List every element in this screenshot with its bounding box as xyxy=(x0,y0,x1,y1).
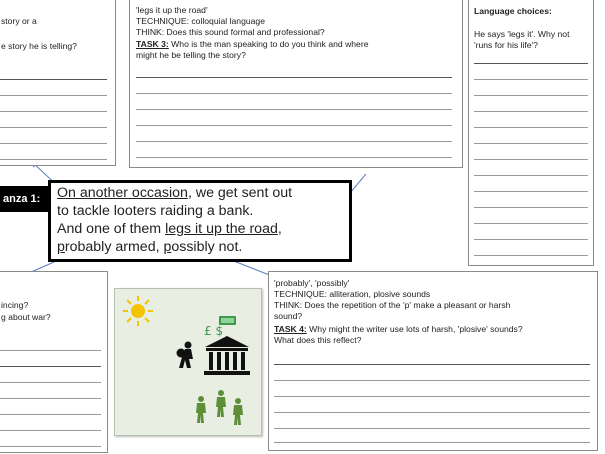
poem-line-3-start: And one of them xyxy=(57,221,166,237)
language-choices-box xyxy=(468,0,594,266)
answer-line[interactable] xyxy=(474,255,588,256)
answer-line[interactable] xyxy=(474,63,588,64)
answer-line[interactable] xyxy=(474,111,588,112)
answer-line[interactable] xyxy=(274,442,590,443)
answer-line[interactable] xyxy=(474,239,588,240)
bottom-left-text-1: incing? xyxy=(1,300,29,310)
answer-line[interactable] xyxy=(474,223,588,224)
task3-text: Who is the man speaking to do you think and where xyxy=(168,39,369,49)
answer-line[interactable] xyxy=(274,396,590,397)
phrase-legs-it-up-the-road: legs it up the road xyxy=(165,221,278,237)
task4-box xyxy=(268,271,598,451)
answer-line[interactable] xyxy=(274,380,590,381)
answer-line[interactable] xyxy=(0,143,107,144)
poem-line-4-end: ossibly not. xyxy=(171,239,243,255)
answer-line[interactable] xyxy=(136,141,452,142)
poem-line-2: to tackle looters raiding a bank. xyxy=(57,203,254,219)
illustration-bank-raid xyxy=(114,288,262,436)
task3-prompt-2: might he be telling the story? xyxy=(136,50,246,60)
language-note-1: He says 'legs it'. Why not xyxy=(474,29,570,39)
poem-extract xyxy=(48,180,352,262)
bottom-left-text-2: g about war? xyxy=(1,312,51,322)
answer-line[interactable] xyxy=(0,350,101,351)
top-left-text-2: e story he is telling? xyxy=(1,41,77,51)
task4-think: THINK: Does the repetition of the 'p' make a pleasant or harsh xyxy=(274,300,511,310)
answer-line[interactable] xyxy=(136,77,452,78)
task3-prompt xyxy=(136,39,368,49)
answer-line[interactable] xyxy=(0,430,101,431)
task3-box xyxy=(129,0,463,168)
task4-label: TASK 4: xyxy=(274,324,307,334)
answer-line[interactable] xyxy=(474,207,588,208)
poem-line-4 xyxy=(57,239,242,256)
task4-text: Why might the writer use lots of harsh, 'plosive' sounds? xyxy=(306,324,523,334)
answer-line[interactable] xyxy=(474,191,588,192)
answer-line[interactable] xyxy=(0,414,101,415)
illustration-svg xyxy=(115,289,261,435)
task4-quote: 'probably', 'possibly' xyxy=(274,278,350,288)
answer-line[interactable] xyxy=(136,125,452,126)
top-left-text-1: story or a xyxy=(1,16,37,26)
language-choices-heading: Language choices: xyxy=(474,6,552,16)
task3-think: THINK: Does this sound formal and professional? xyxy=(136,27,325,37)
answer-line[interactable] xyxy=(0,127,107,128)
task3-label: TASK 3: xyxy=(136,39,169,49)
answer-line[interactable] xyxy=(274,428,590,429)
bottom-left-task-box xyxy=(0,271,108,453)
answer-line[interactable] xyxy=(0,398,101,399)
answer-line[interactable] xyxy=(136,109,452,110)
phrase-on-another-occasion: On another occasion xyxy=(57,185,188,201)
task4-prompt-2: What does this reflect? xyxy=(274,335,362,345)
top-left-task-box xyxy=(0,0,116,166)
stanza-label: anza 1: xyxy=(0,186,52,212)
poem-line-4-mid: robably armed, xyxy=(64,239,164,255)
answer-line[interactable] xyxy=(474,143,588,144)
sun-icon xyxy=(123,296,153,326)
answer-line[interactable] xyxy=(474,95,588,96)
poem-line-3-end: , xyxy=(277,221,282,237)
language-note-2: 'runs for his life'? xyxy=(474,40,538,50)
answer-line[interactable] xyxy=(474,79,588,80)
task3-technique: TECHNIQUE: colloquial language xyxy=(136,16,265,26)
answer-line[interactable] xyxy=(0,159,107,160)
answer-line[interactable] xyxy=(0,111,107,112)
answer-line[interactable] xyxy=(0,446,101,447)
answer-line[interactable] xyxy=(0,366,101,367)
poem-line-3 xyxy=(57,221,282,238)
money-symbols: £ $ xyxy=(204,324,224,338)
bank-icon xyxy=(204,336,250,375)
answer-line[interactable] xyxy=(274,412,590,413)
answer-line[interactable] xyxy=(136,93,452,94)
answer-line[interactable] xyxy=(0,382,101,383)
task4-technique: TECHNIQUE: alliteration, plosive sounds xyxy=(274,289,431,299)
answer-line[interactable] xyxy=(0,95,107,96)
answer-line[interactable] xyxy=(136,157,452,158)
task4-prompt xyxy=(274,324,523,334)
looter-icon xyxy=(177,342,194,369)
plosive-p-2: p xyxy=(163,239,172,255)
answer-line[interactable] xyxy=(0,79,107,80)
plosive-p-1: p xyxy=(57,239,65,255)
task3-quote: 'legs it up the road' xyxy=(136,5,208,15)
task4-think-2: sound? xyxy=(274,311,303,321)
soldiers-icon xyxy=(196,390,243,425)
poem-line-1-rest: , we get sent out xyxy=(187,185,293,201)
poem-line-1 xyxy=(57,185,292,202)
answer-line[interactable] xyxy=(274,364,590,365)
answer-line[interactable] xyxy=(474,159,588,160)
answer-line[interactable] xyxy=(474,127,588,128)
money-icon xyxy=(204,316,236,338)
answer-line[interactable] xyxy=(474,175,588,176)
